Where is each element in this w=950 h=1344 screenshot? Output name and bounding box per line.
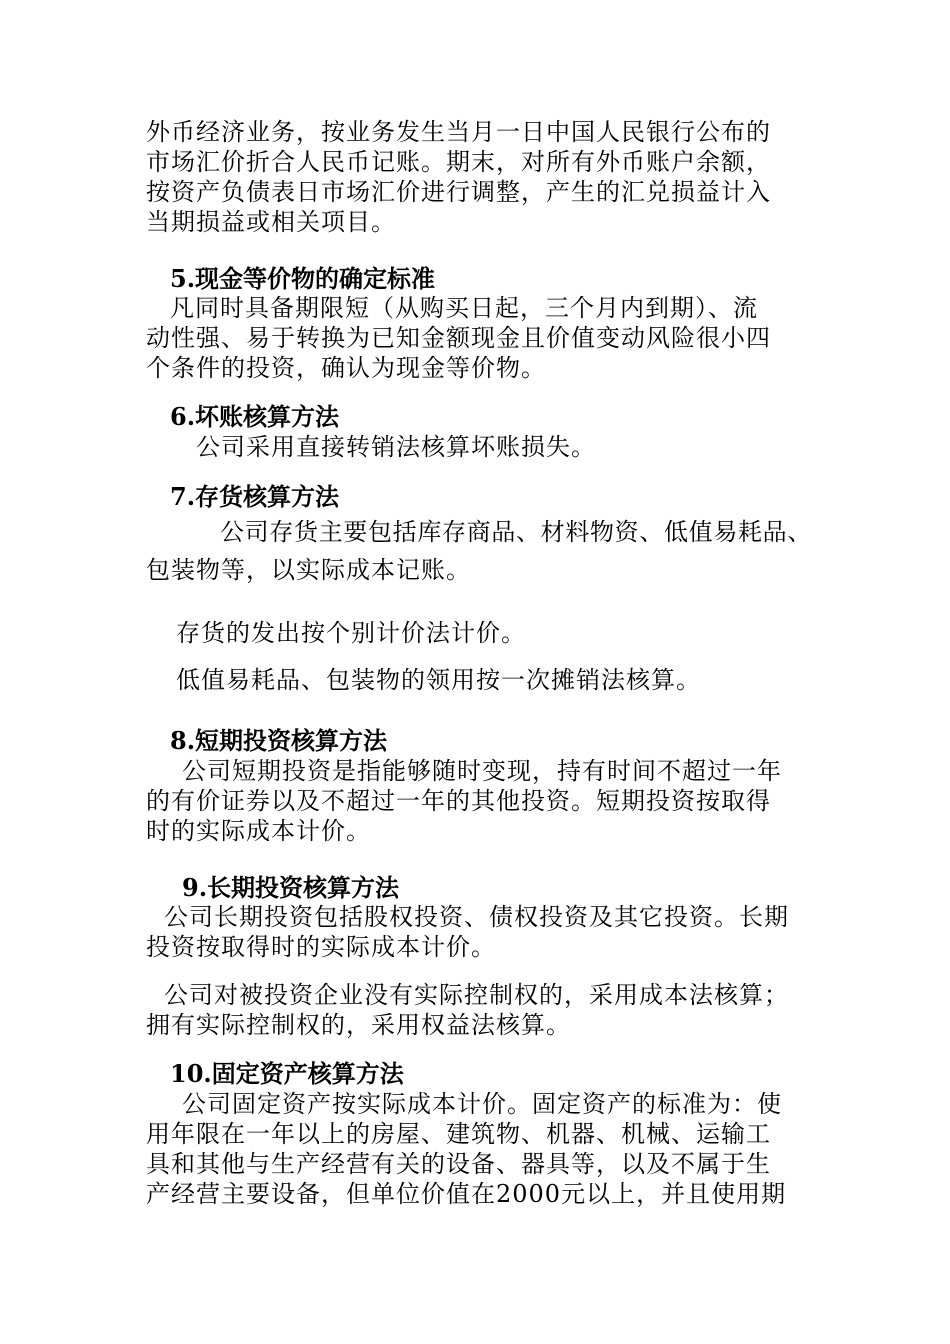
paragraph-line: 公司短期投资是指能够随时变现，持有时间不超过一年 [182,757,782,785]
paragraph-line: 投资按取得时的实际成本计价。 [146,933,496,961]
section-heading: 8.短期投资核算方法 [170,726,388,755]
paragraph-line: 公司固定资产按实际成本计价。固定资产的标准为：使 [182,1090,782,1118]
paragraph-line: 外币经济业务，按业务发生当月一日中国人民银行公布的 [146,118,771,146]
paragraph-line: 的有价证券以及不超过一年的其他投资。短期投资按取得 [146,787,771,815]
section-heading: 9.长期投资核算方法 [182,873,400,902]
paragraph-line: 产经营主要设备，但单位价值在2000元以上，并且使用期 [146,1180,787,1208]
section-heading: 5.现金等价物的确定标准 [170,264,436,293]
paragraph-line: 公司存货主要包括库存商品、材料物资、低值易耗品、 [220,518,812,546]
paragraph-line: 动性强、易于转换为已知金额现金且价值变动风险很小四 [146,324,771,352]
paragraph-line: 拥有实际控制权的，采用权益法核算。 [146,1011,571,1039]
paragraph-line: 公司长期投资包括股权投资、债权投资及其它投资。长期 [164,903,789,931]
section-heading: 7.存货核算方法 [170,482,340,511]
paragraph-line: 包装物等，以实际成本记账。 [146,556,471,584]
paragraph-line: 时的实际成本计价。 [146,817,371,845]
paragraph-line: 存货的发出按个别计价法计价。 [176,619,526,647]
paragraph-line: 公司对被投资企业没有实际控制权的，采用成本法核算； [164,981,789,1009]
paragraph-line: 市场汇价折合人民币记账。期末，对所有外币账户余额， [146,148,771,176]
paragraph-line: 用年限在一年以上的房屋、建筑物、机器、机械、运输工 [146,1120,771,1148]
paragraph-line: 按资产负债表日市场汇价进行调整，产生的汇兑损益计入 [146,178,771,206]
paragraph-line: 凡同时具备期限短（从购买日起，三个月内到期）、流 [170,294,758,322]
paragraph-line: 公司采用直接转销法核算坏账损失。 [196,433,596,461]
paragraph-line: 个条件的投资，确认为现金等价物。 [146,354,546,382]
paragraph-line: 当期损益或相关项目。 [146,208,396,236]
section-heading: 6.坏账核算方法 [170,402,340,431]
section-heading: 10.固定资产核算方法 [170,1059,404,1088]
paragraph-line: 具和其他与生产经营有关的设备、器具等，以及不属于生 [146,1150,771,1178]
paragraph-line: 低值易耗品、包装物的领用按一次摊销法核算。 [176,666,701,694]
